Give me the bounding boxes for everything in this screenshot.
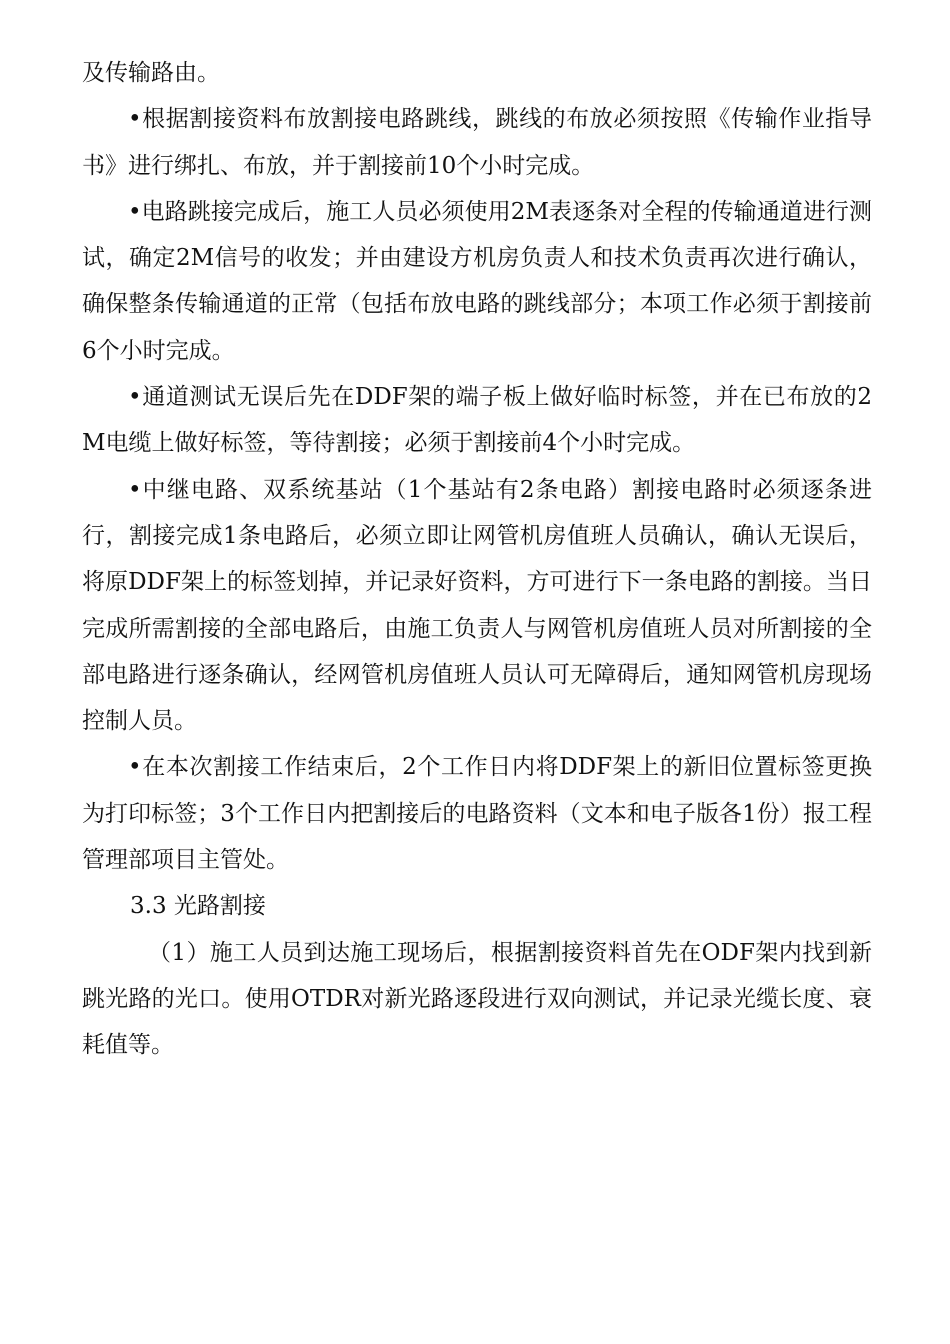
paragraph-ddf-labeling: •通道测试无误后先在DDF架的端子板上做好临时标签，并在已布放的2M电缆上做好标签，等待割接；必须于割接前4个小时完成。 <box>82 384 872 457</box>
document-body <box>82 50 872 1069</box>
paragraph-relay-circuit-cutover: •中继电路、双系统基站（1个基站有2条电路）割接电路时必须逐条进行，割接完成1条电路后，必须立即让网管机房值班人员确认，确认无误后，将原DDF架上的标签划掉，并记录好资料，方可进行下一条电路的割接。当日完成所需割接的全部电路后，由施工负责人与网管机房值班人员对所割接的全部电路进行逐条确认，经网管机房值班人员认可无障碍后，通知网管机房现场控制人员。 <box>82 476 872 735</box>
paragraph-jumper-layout: •根据割接资料布放割接电路跳线，跳线的布放必须按照《传输作业指导书》进行绑扎、布放，并于割接前10个小时完成。 <box>82 106 872 179</box>
paragraph-label-replacement: •在本次割接工作结束后，2个工作日内将DDF架上的新旧位置标签更换为打印标签；3个工作日内把割接后的电路资料（文本和电子版各1份）报工程管理部项目主管处。 <box>82 754 872 874</box>
paragraph-channel-testing: •电路跳接完成后，施工人员必须使用2M表逐条对全程的传输通道进行测试，确定2M信号的收发；并由建设方机房负责人和技术负责再次进行确认，确保整条传输通道的正常（包括布放电路的跳线部分；本项工作必须于割接前6个小时完成。 <box>82 198 872 364</box>
paragraph-odf-otdr-testing: （1）施工人员到达施工现场后，根据割接资料首先在ODF架内找到新跳光路的光口。使用OTDR对新光路逐段进行双向测试，并记录光缆长度、衰耗值等。 <box>82 939 872 1059</box>
section-heading-optical-cutover: 3.3 光路割接 <box>130 893 266 920</box>
paragraph-transmission-route-end: 及传输路由。 <box>82 60 220 86</box>
